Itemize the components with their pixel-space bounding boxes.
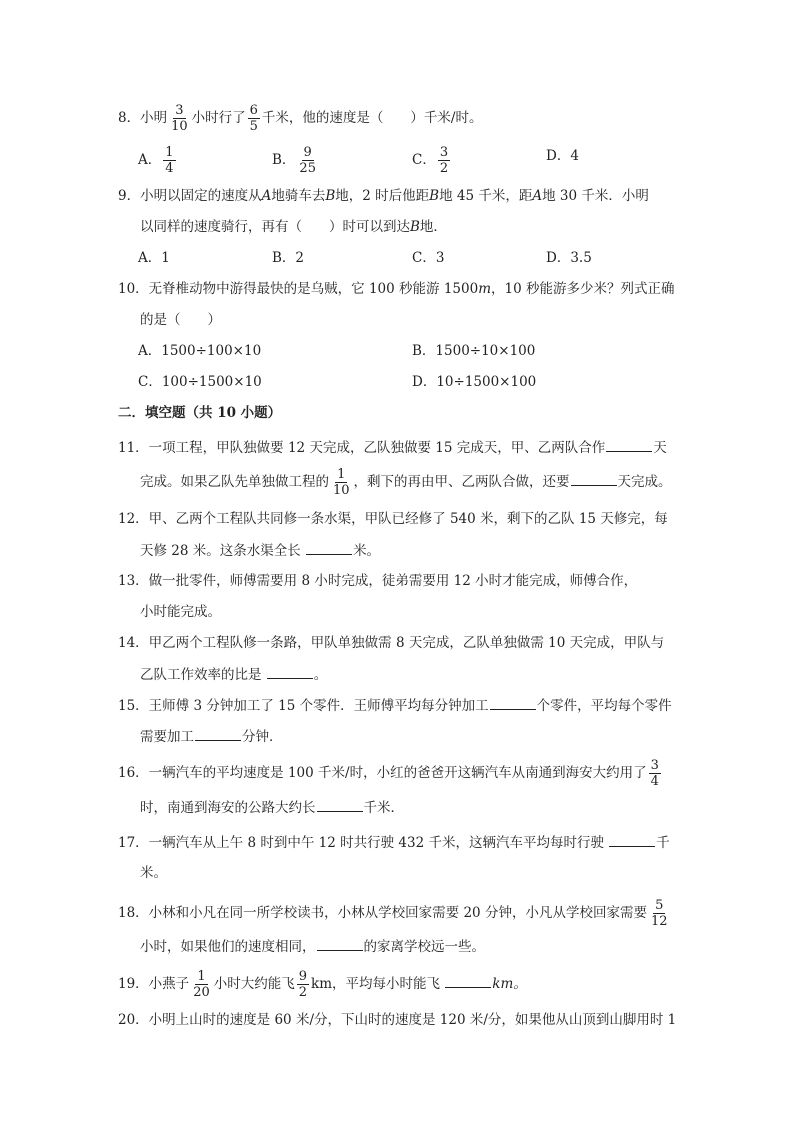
option-a: A． $\frac{1}{4}$ <box>138 145 174 176</box>
question-10: 10．无脊椎动物中游得最快的是乌贼，它 100 秒能游 1500m，10 秒能游多少米？列式正确 <box>118 281 675 297</box>
question-16-line2: 时，南通到海安的公路大约长 千米． <box>140 797 404 818</box>
answer-blank[interactable] <box>267 664 313 679</box>
question-8: 8．小明 $\frac{3}{10}$ 小时行了 $\frac{6}{5}$ 千米，他的速度是（ ）千米/时。 <box>118 103 483 134</box>
question-9-line2: 以同样的速度骑行，再有（ ）时可以到达B地． <box>140 219 447 235</box>
option-d: D．3.5 <box>546 250 592 266</box>
answer-blank[interactable] <box>571 471 617 486</box>
question-11: 11．一项工程，甲队独做要 12 天完成，乙队独做要 15 完成天，甲、乙两队合作 天 <box>118 437 667 458</box>
question-17-line2: 米。 <box>140 865 167 881</box>
answer-blank[interactable] <box>306 540 352 555</box>
question-15: 15．王师傅 3 分钟加工了 15 个零件．王师傅平均每分钟加工 个零件，平均每个零件 <box>118 695 672 716</box>
question-10-line2: 的是（ ） <box>140 312 221 328</box>
question-11-line2: 完成。如果乙队先单独做工程的 $\frac{1}{10}$ ，剩下的再由甲、乙两队合做，还要 天完成。 <box>140 467 672 498</box>
question-13-line2: 小时能完成。 <box>140 604 221 620</box>
section-heading: 二．填空题（共 10 小题） <box>118 405 282 421</box>
question-16: 16．一辆汽车的平均速度是 100 千米/时，小红的爸爸开这辆汽车从南通到海安大约用了 $\frac{3}{4}$ <box>118 758 659 789</box>
answer-blank[interactable] <box>490 695 536 710</box>
question-9: 9．小明以固定的速度从A地骑车去B地，2 时后他距B地 45 千米，距A地 30 千米．小明 <box>118 188 649 204</box>
option-d: D．4 <box>546 148 579 164</box>
answer-blank[interactable] <box>195 726 241 741</box>
option-c: C．3 <box>412 250 445 266</box>
question-12: 12．甲、乙两个工程队共同修一条水渠，甲队已经修了 540 米，剩下的乙队 15 天修完，每 <box>118 511 668 527</box>
option-c: C． $\frac{3}{2}$ <box>412 145 449 176</box>
option-a: A．1 <box>138 250 170 266</box>
answer-blank[interactable] <box>606 437 652 452</box>
option-b: B．2 <box>272 250 305 266</box>
question-17: 17．一辆汽车从上午 8 时到中午 12 时共行驶 432 千米，这辆汽车平均每时行驶 千 <box>118 832 670 853</box>
question-20: 20．小明上山时的速度是 60 米/分，下山时的速度是 120 米/分，如果他从山顶到山脚用时 1 <box>118 1012 677 1028</box>
answer-blank[interactable] <box>609 832 655 847</box>
question-18: 18．小林和小凡在同一所学校读书，小林从学校回家需要 20 分钟，小凡从学校回家需要 $\frac{5}{12}$ <box>118 898 668 929</box>
question-18-line2: 小时，如果他们的速度相同， 的家离学校远一些。 <box>140 936 485 957</box>
question-13: 13．做一批零件，师傅需要用 8 小时完成，徒弟需要用 12 小时才能完成，师傅合作， <box>118 573 638 589</box>
question-14: 14．甲乙两个工程队修一条路，甲队单独做需 8 天完成，乙队单独做需 10 天完成，甲队与 <box>118 635 665 651</box>
question-12-line2: 天修 28 米。这条水渠全长 米。 <box>140 540 380 561</box>
answer-blank[interactable] <box>317 797 363 812</box>
answer-blank[interactable] <box>317 936 363 951</box>
question-14-line2: 乙队工作效率的比是 。 <box>140 664 327 685</box>
option-b: B． $\frac{9}{25}$ <box>272 145 316 176</box>
option-a: A．1500÷100×10 <box>138 343 262 359</box>
option-b: B．1500÷10×100 <box>412 343 536 359</box>
answer-blank[interactable] <box>445 973 491 988</box>
fraction: $\frac{6}{5}$ <box>249 103 258 134</box>
option-c: C．100÷1500×10 <box>138 374 262 390</box>
fraction: $\frac{3}{10}$ <box>171 103 188 134</box>
question-19: 19．小燕子 $\frac{1}{20}$ 小时大约能飞 $\frac{9}{2}$ km，平均每小时能飞 km。 <box>118 969 527 1000</box>
option-d: D．10÷1500×100 <box>412 374 537 390</box>
question-15-line2: 需要加工 分钟． <box>140 726 283 747</box>
